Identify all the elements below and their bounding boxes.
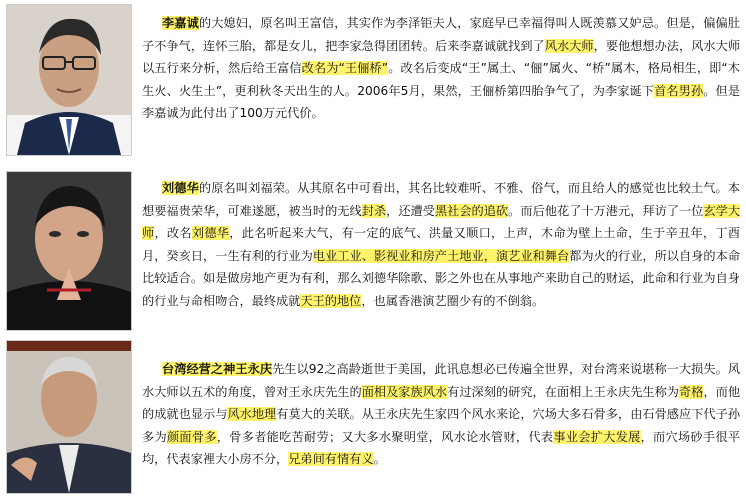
entry-1-seg-11: 都为火的行业，所以自身的本命比较适合。如是做房地产更为有利，那么刘德华除歌、影之外也在从事地产来助自己的财运，此命和行业为自身的行业与命相吻合，最终成就 (142, 248, 741, 308)
entry-1-seg-12: 天王的地位 (300, 293, 362, 308)
entry-2-seg-1: 先生以92之高龄逝世于美国，此讯息想必已传遍全世界，对台湾来说堪称一大损失。风水大师以五术的角度，曾对王永庆先生的 (142, 362, 741, 399)
andy-lau-text (142, 177, 740, 312)
entry-2-seg-4: 奇格 (679, 384, 704, 399)
entry-2-seg-0: 台湾经营之神王永庆 (162, 362, 273, 376)
entry-2-seg-8: 颜面骨多 (166, 429, 217, 444)
entry-0-seg-1: 的大媳妇，原名叫王富信，其实作为李泽钜夫人，家庭早已幸福得叫人既羡慕又妒忌。但是，偏偏肚子不争气，连怀三胎，都是女儿，把李家急得团团转。后来李嘉诚就找到了 (142, 16, 741, 53)
entry-wang-yung-ching (0, 338, 746, 500)
portrait-icon (7, 5, 131, 155)
entry-0-seg-7: 。但是李嘉诚为此付出了100万元代价。 (142, 83, 741, 120)
entry-0-seg-0: 李嘉诚 (162, 16, 199, 30)
entry-0-seg-5: 。改名后变成“王”属土、“俪”属火、“桥”属木，格局相生，即“木生火、火生土”，更利秋冬天出生的人。2006年5月，果然，王俪桥第四胎争气了，为李家诞下 (142, 61, 740, 98)
entry-0-seg-6: 首名男孙 (654, 83, 704, 98)
entry-2-seg-7: 有莫大的关联。从王永庆先生家四个风水来论，穴场大多石骨多，由石骨感应下代子孙多为 (142, 407, 741, 444)
entry-0-seg-3: ，要他想想办法，风水大师以五行来分析，然后给王富信 (142, 38, 741, 75)
entry-2-seg-9: ，骨多者能吃苦耐劳；又大多水聚明堂，风水论水管财，代表 (216, 429, 554, 444)
andy-lau-photo (6, 171, 132, 331)
entry-2-seg-5: ，而他的成就也显示与 (142, 384, 741, 421)
entry-0-seg-4: 改名为“王俪桥” (301, 61, 389, 75)
entry-1-seg-1: 的原名叫刘福荣。从其原名中可看出，其名比较难听、不雅、俗气，而且给人的感觉也比较土气。本想要福贵荣华，可难遂愿，被当时的无线 (142, 181, 741, 218)
entry-1-seg-8: 刘德华 (191, 226, 230, 240)
entry-2-seg-11: ，而穴场砂手很平均，代表家裡大小房不分， (142, 429, 741, 466)
entry-1-seg-10: 电业工业、影视业和房产土地业，演艺业和舞台 (312, 248, 570, 263)
entry-2-seg-10: 事业会扩大发展 (553, 429, 641, 444)
entry-1-seg-7: ，改名 (154, 226, 192, 240)
portrait-icon (7, 172, 131, 330)
entry-1-seg-6: 玄学大师 (142, 203, 741, 240)
entry-andy-lau (0, 165, 746, 335)
li-ka-shing-text (142, 12, 740, 125)
entry-2-seg-2: 面相及家族风水 (361, 384, 448, 399)
entry-1-seg-0: 刘德华 (162, 181, 199, 195)
entry-1-seg-5: 。而后他花了十万港元，拜访了一位 (508, 203, 704, 218)
entry-li-ka-shing (0, 0, 746, 160)
entry-2-seg-6: 风水地理 (227, 407, 277, 421)
entry-2-seg-3: 有过深刻的研究，在面相上王永庆先生称为 (447, 384, 680, 399)
li-ka-shing-photo (6, 4, 132, 156)
entry-1-seg-13: ，也属香港演艺圈少有的不倒翁。 (361, 293, 545, 308)
entry-1-seg-2: 封杀 (361, 203, 387, 218)
entry-0-seg-2: 风水大师 (544, 38, 594, 53)
wang-yung-ching-text (142, 358, 740, 471)
entry-1-seg-4: 黑社会的追砍 (434, 203, 509, 218)
entry-1-seg-3: ，还遭受 (386, 203, 435, 218)
entry-1-seg-9: ，此名听起来大气，有一定的底气、洪量又顺口，上声，木命为壁上土命，生于辛丑年，丁酉月，癸亥日，一生有利的行业为 (142, 226, 741, 263)
wang-yung-ching-photo (6, 340, 132, 494)
entry-2-seg-13: 。 (373, 452, 386, 466)
portrait-icon (7, 341, 131, 493)
entry-2-seg-12: 兄弟间有情有义 (288, 452, 374, 466)
